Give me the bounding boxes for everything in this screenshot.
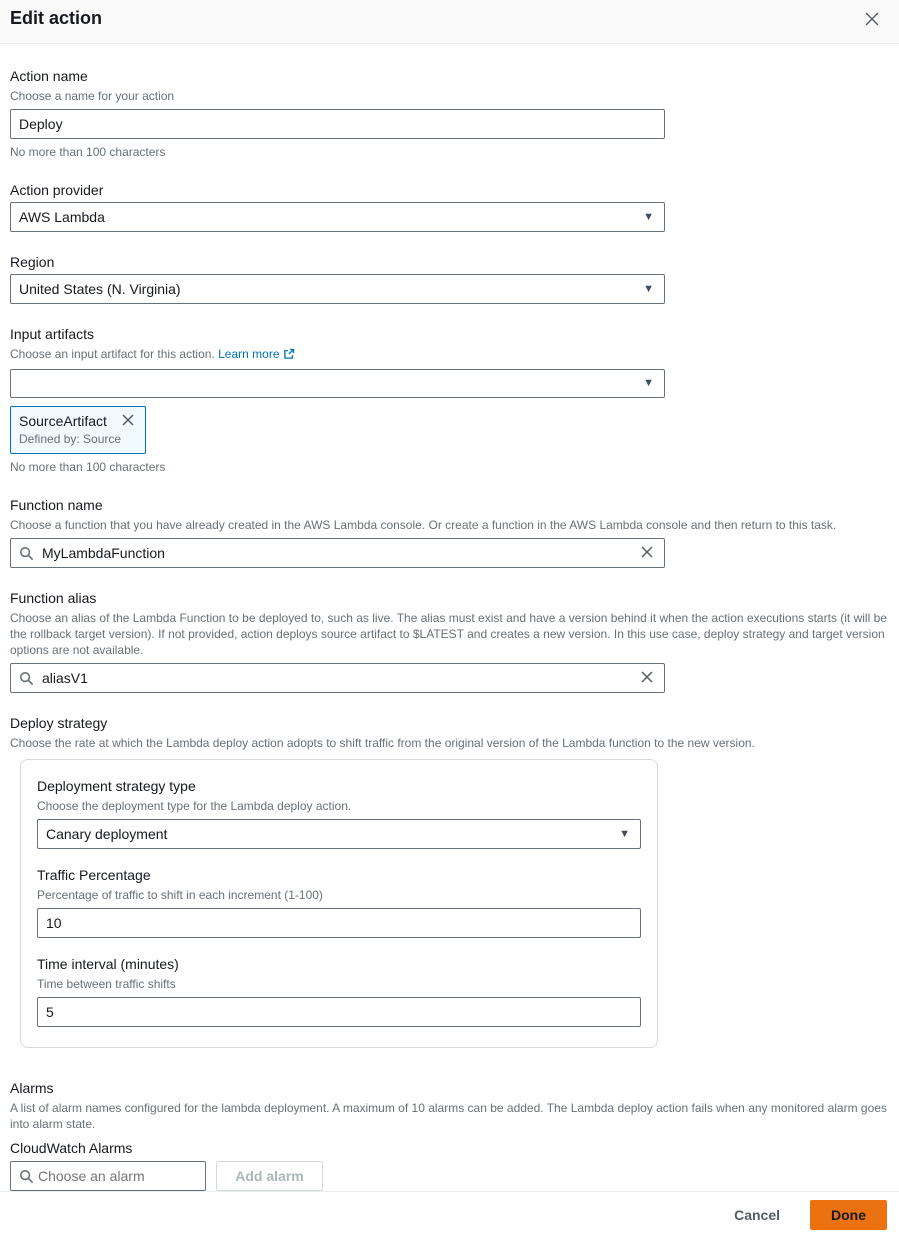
function-alias-description: Choose an alias of the Lambda Function to be deployed to, such as live. The alias must exist and have a version behind it when the action executions starts (it will be the rollback target version). If not provided, action deploys source artifact to $LATEST and creates a new version. In this use case, deploy strategy and target version options are not available. [10, 611, 887, 657]
strategy-type-select[interactable] [37, 819, 641, 849]
region-select[interactable] [10, 274, 665, 304]
input-artifacts-constraint: No more than 100 characters [10, 460, 166, 474]
deploy-strategy-label: Deploy strategy [10, 715, 108, 731]
cloudwatch-alarm-search [10, 1161, 206, 1191]
clear-icon [640, 545, 654, 562]
field-action-name [10, 66, 889, 160]
close-button[interactable] [859, 6, 885, 35]
deploy-strategy-box [20, 759, 658, 1048]
input-artifacts-select[interactable] [10, 369, 665, 398]
strategy-type-description: Choose the deployment type for the Lambda deploy action. [37, 799, 352, 813]
action-name-description: Choose a name for your action [10, 89, 175, 103]
close-icon [863, 16, 881, 31]
action-name-input[interactable] [10, 109, 665, 139]
dismiss-icon [121, 413, 135, 430]
dialog-footer [0, 1191, 899, 1238]
artifact-token-sublabel: Defined by: Source [19, 432, 122, 446]
alarms-label: Alarms [10, 1080, 54, 1096]
field-input-artifacts [10, 324, 889, 475]
search-icon [11, 671, 38, 686]
dialog-body [0, 44, 899, 1191]
function-alias-input[interactable] [38, 670, 634, 686]
token-dismiss-button[interactable] [121, 413, 135, 430]
chevron-down-icon: ▼ [619, 827, 630, 840]
region-value: United States (N. Virginia) [19, 281, 181, 297]
chevron-down-icon: ▼ [643, 282, 654, 295]
search-icon [11, 1169, 38, 1184]
time-interval-label: Time interval (minutes) [37, 956, 179, 972]
cloudwatch-alarms-row [10, 1161, 889, 1191]
action-name-label: Action name [10, 68, 88, 84]
page-title: Edit action [10, 8, 103, 28]
search-icon [11, 546, 38, 561]
input-artifacts-description: Choose an input artifact for this action. Learn more [10, 346, 889, 364]
action-provider-label: Action provider [10, 182, 104, 198]
clear-icon [640, 670, 654, 687]
strategy-type-value: Canary deployment [46, 826, 168, 842]
external-link-icon [283, 349, 295, 363]
chevron-down-icon: ▼ [643, 210, 654, 223]
field-cloudwatch-alarms [10, 1138, 889, 1191]
artifact-token [10, 406, 146, 454]
deploy-strategy-description: Choose the rate at which the Lambda deploy action adopts to shift traffic from the original version of the Lambda function to the new version. [10, 736, 755, 750]
field-function-name [10, 495, 889, 568]
function-name-input[interactable] [38, 545, 634, 561]
clear-function-alias-button[interactable] [634, 670, 664, 687]
action-name-constraint: No more than 100 characters [10, 145, 166, 159]
field-traffic-percentage [37, 865, 641, 938]
function-alias-search [10, 663, 665, 693]
field-time-interval [37, 954, 641, 1027]
field-action-provider [10, 180, 889, 232]
cloudwatch-alarms-label: CloudWatch Alarms [10, 1140, 133, 1156]
field-region [10, 252, 889, 304]
clear-function-name-button[interactable] [634, 545, 664, 562]
function-name-description: Choose a function that you have already created in the AWS Lambda console. Or create a function in the AWS Lambda console and then return to this task. [10, 518, 837, 532]
function-alias-label: Function alias [10, 590, 97, 606]
function-name-label: Function name [10, 497, 103, 513]
field-alarms [10, 1078, 889, 1132]
strategy-type-label: Deployment strategy type [37, 778, 196, 794]
dialog-header [0, 0, 899, 44]
input-artifacts-label: Input artifacts [10, 326, 95, 342]
traffic-percentage-label: Traffic Percentage [37, 867, 151, 883]
artifact-token-label: SourceArtifact [19, 413, 107, 429]
traffic-percentage-description: Percentage of traffic to shift in each increment (1-100) [37, 888, 323, 902]
function-name-search [10, 538, 665, 568]
action-provider-value: AWS Lambda [19, 209, 105, 225]
cloudwatch-alarm-input[interactable] [38, 1168, 178, 1184]
action-provider-select[interactable] [10, 202, 665, 232]
time-interval-description: Time between traffic shifts [37, 977, 176, 991]
field-strategy-type [37, 776, 641, 849]
time-interval-input[interactable] [37, 997, 641, 1027]
field-function-alias [10, 588, 889, 693]
alarms-description: A list of alarm names configured for the lambda deployment. A maximum of 10 alarms can be added. The Lambda deploy action fails when any monitored alarm goes into alarm state. [10, 1101, 887, 1131]
learn-more-link[interactable]: Learn more [218, 347, 280, 361]
traffic-percentage-input[interactable] [37, 908, 641, 938]
chevron-down-icon: ▼ [643, 377, 654, 389]
done-button[interactable]: Done [810, 1200, 887, 1230]
add-alarm-button[interactable]: Add alarm [216, 1161, 323, 1191]
field-deploy-strategy [10, 713, 889, 1048]
cancel-button[interactable]: Cancel [730, 1201, 784, 1229]
region-label: Region [10, 254, 55, 270]
